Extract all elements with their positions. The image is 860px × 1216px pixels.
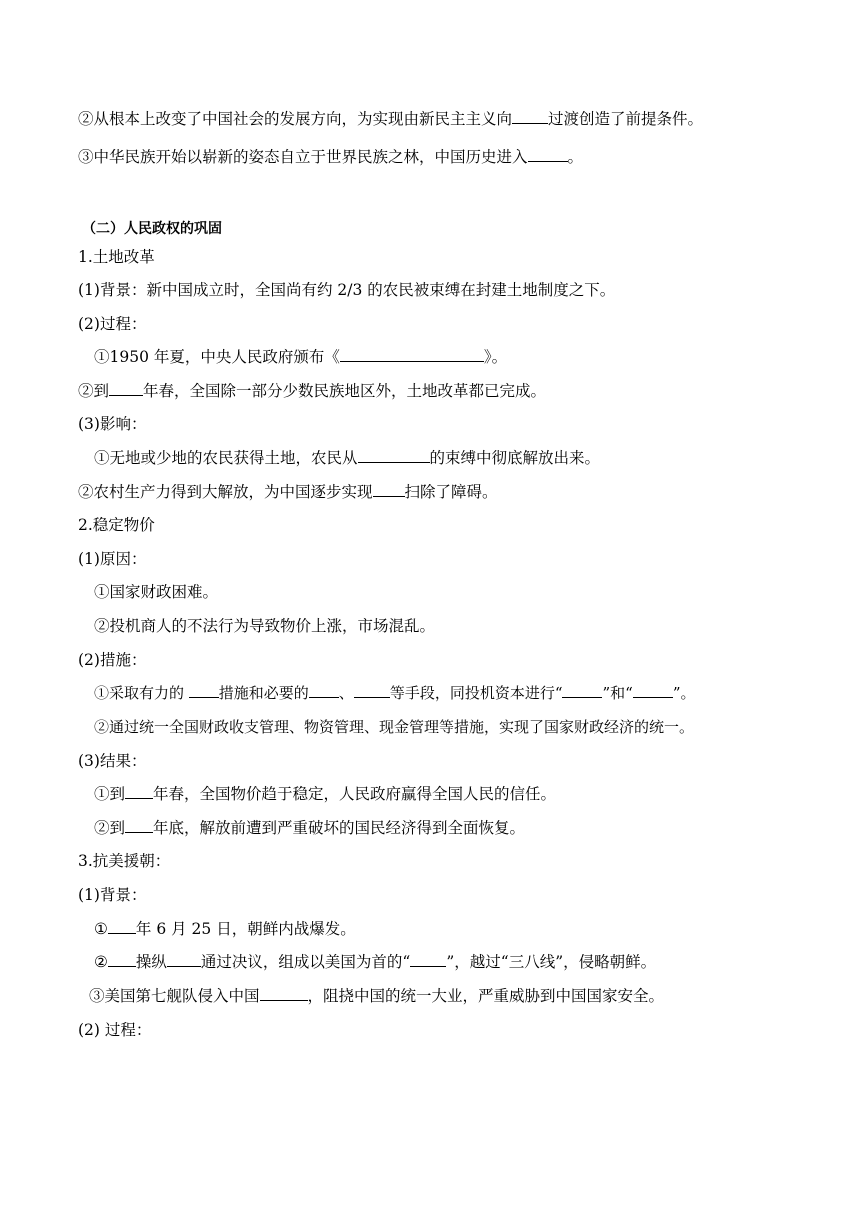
text-segment: ”。 bbox=[672, 684, 696, 702]
text-segment: 年春，全国除一部分少数民族地区外，土地改革都已完成。 bbox=[143, 382, 547, 400]
fill-blank bbox=[108, 951, 136, 967]
text-segment: 2.稳定物价 bbox=[78, 516, 155, 534]
text-segment: ②到 bbox=[78, 382, 110, 400]
text-line bbox=[78, 413, 146, 435]
text-line bbox=[94, 951, 656, 973]
text-line bbox=[89, 985, 664, 1007]
fill-blank bbox=[309, 682, 339, 698]
fill-blank bbox=[189, 682, 219, 698]
text-segment: ”，越过“三八线”，侵略朝鲜。 bbox=[446, 953, 657, 971]
text-segment: (3)结果： bbox=[78, 752, 147, 770]
fill-blank bbox=[410, 951, 446, 967]
text-line bbox=[78, 146, 583, 168]
text-segment: ②投机商人的不法行为导致物价上涨，市场混乱。 bbox=[94, 617, 436, 635]
text-line bbox=[94, 817, 525, 839]
text-line bbox=[78, 279, 615, 301]
text-segment: 年 6 月 25 日，朝鲜内战爆发。 bbox=[135, 920, 356, 938]
text-line bbox=[78, 850, 170, 872]
text-segment: ①采取有力的 bbox=[94, 684, 189, 702]
text-segment: 1.土地改革 bbox=[78, 248, 155, 266]
fill-blank bbox=[125, 817, 153, 833]
fill-blank bbox=[125, 783, 153, 799]
text-segment: 的束缚中彻底解放出来。 bbox=[429, 449, 601, 467]
fill-blank bbox=[340, 346, 484, 362]
text-segment: (2)措施： bbox=[78, 651, 147, 669]
text-segment: ②农村生产力得到大解放，为中国逐步实现 bbox=[78, 483, 373, 501]
text-segment: 》。 bbox=[483, 348, 508, 366]
text-segment: (2) 过程： bbox=[78, 1021, 152, 1039]
text-line bbox=[78, 548, 146, 570]
fill-blank bbox=[260, 985, 308, 1001]
text-segment: 年春，全国物价趋于稳定，人民政府赢得全国人民的信任。 bbox=[153, 785, 557, 803]
fill-blank bbox=[358, 447, 430, 463]
text-segment: 年底，解放前遭到严重破坏的国民经济得到全面恢复。 bbox=[153, 819, 526, 837]
text-segment: 通过决议，组成以美国为首的“ bbox=[200, 953, 411, 971]
fill-blank bbox=[528, 146, 568, 162]
text-line bbox=[94, 346, 507, 368]
fill-blank bbox=[562, 682, 602, 698]
text-segment: 扫除了障碍。 bbox=[404, 483, 498, 501]
text-line bbox=[94, 783, 556, 805]
text-segment: 。 bbox=[567, 148, 584, 166]
text-segment: 过渡创造了前提条件。 bbox=[548, 110, 704, 128]
text-segment: (3)影响： bbox=[78, 415, 147, 433]
text-line bbox=[78, 884, 146, 906]
text-segment: ②从根本上改变了中国社会的发展方向，为实现由新民主主义向 bbox=[78, 110, 513, 128]
text-line bbox=[94, 716, 694, 738]
text-segment: 等手段，同投机资本进行“ bbox=[389, 684, 563, 702]
text-segment: 操纵 bbox=[135, 953, 167, 971]
text-line bbox=[78, 481, 498, 503]
text-line bbox=[78, 313, 146, 335]
text-segment: ③中华民族开始以崭新的姿态自立于世界民族之林，中国历史进入 bbox=[78, 148, 528, 166]
text-segment: 3.抗美援朝： bbox=[78, 852, 171, 870]
fill-blank bbox=[109, 380, 143, 396]
text-segment: ①无地或少地的农民获得土地，农民从 bbox=[94, 449, 358, 467]
text-segment: ②通过统一全国财政收支管理、物资管理、现金管理等措施，实现了国家财政经济的统一。 bbox=[94, 718, 695, 736]
text-line bbox=[78, 649, 146, 671]
fill-blank bbox=[167, 951, 201, 967]
fill-blank bbox=[512, 108, 548, 124]
text-segment: ”和“ bbox=[602, 684, 633, 702]
text-segment: ①到 bbox=[94, 785, 126, 803]
text-segment: ② bbox=[94, 953, 108, 971]
text-line bbox=[78, 246, 155, 268]
section-heading bbox=[82, 218, 222, 240]
text-segment: ②到 bbox=[94, 819, 126, 837]
text-segment: （二）人民政权的巩固 bbox=[82, 221, 222, 237]
text-line bbox=[78, 1019, 151, 1041]
fill-blank bbox=[108, 918, 136, 934]
text-segment: ①1950 年夏，中央人民政府颁布《 bbox=[94, 348, 340, 366]
text-line bbox=[94, 918, 356, 940]
fill-blank bbox=[354, 682, 390, 698]
text-segment: 措施和必要的 bbox=[218, 684, 309, 702]
text-line bbox=[78, 750, 146, 772]
text-line bbox=[78, 108, 703, 130]
text-line bbox=[78, 514, 155, 536]
text-segment: (1)原因： bbox=[78, 550, 147, 568]
text-line bbox=[78, 380, 546, 402]
text-segment: (1)背景：新中国成立时，全国尚有约 2/3 的农民被束缚在封建土地制度之下。 bbox=[78, 281, 616, 299]
text-line bbox=[94, 447, 600, 469]
fill-blank bbox=[373, 481, 405, 497]
text-line bbox=[94, 682, 696, 704]
text-segment: ，阻挠中国的统一大业，严重威胁到中国国家安全。 bbox=[307, 987, 665, 1005]
text-line bbox=[94, 615, 435, 637]
text-segment: ① bbox=[94, 920, 108, 938]
text-segment: 、 bbox=[338, 684, 354, 702]
text-segment: ③美国第七舰队侵入中国 bbox=[89, 987, 260, 1005]
text-line bbox=[94, 581, 218, 603]
fill-blank bbox=[633, 682, 673, 698]
text-segment: (1)背景： bbox=[78, 886, 147, 904]
text-segment: ①国家财政困难。 bbox=[94, 583, 219, 601]
text-segment: (2)过程： bbox=[78, 315, 147, 333]
